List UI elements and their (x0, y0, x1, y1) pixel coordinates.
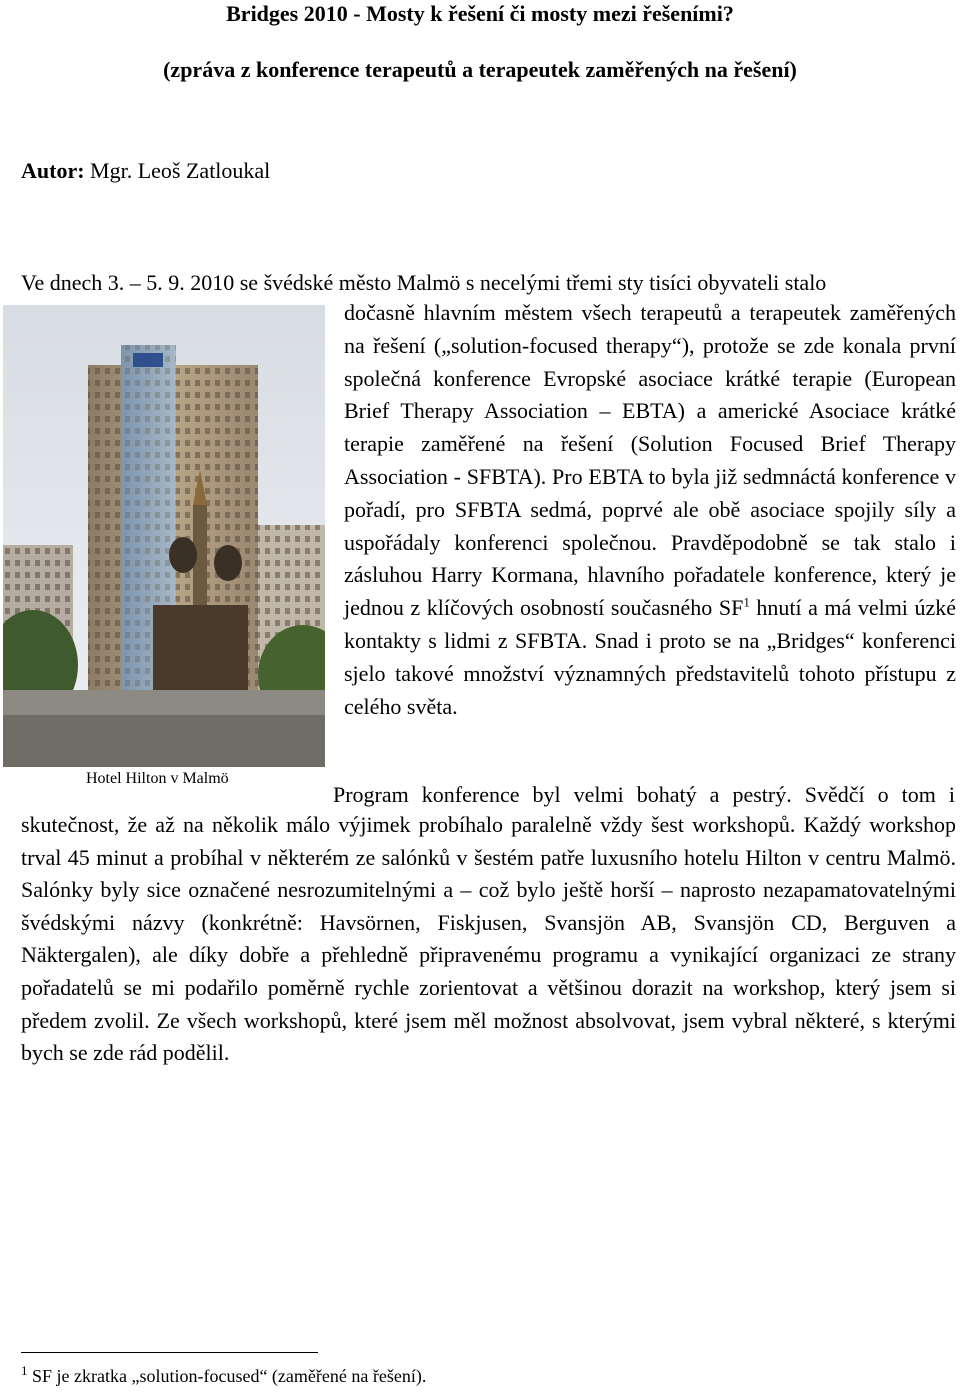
paragraph-2-first-line: Program konference byl velmi bohatý a pestrý. Svědčí o tom i (333, 782, 955, 807)
author-line (21, 158, 270, 184)
paragraph-1-text-a: dočasně hlavním městem všech terapeutů a terapeutek zaměřených na řešení („solution-focused therapy“), protože se zde konala první společná konference Evropské asociace krátké terapie (European Brief Therapy Association – EBTA) a americké Asociace krátké terapie zaměřené na řešení (Solution Focused Brief Therapy Association - SFBTA). Pro EBTA to byla již sedmnáctá konference v pořadí, pro SFBTA sedmá, poprvé ale obě asociace spojily síly a uspořádaly konferenci společnou. Pravděpodobně se tak stalo i zásluhou Harry Kormana, hlavního pořadatele konference, který je jednou z klíčových osobností současného SF (344, 300, 956, 621)
footnote-number: 1 (21, 1363, 28, 1378)
author-label: Autor: (21, 158, 85, 183)
footnote-text: SF je zkratka „solution-focused“ (zaměřené na řešení). (27, 1366, 427, 1386)
footnote (21, 1365, 426, 1387)
paragraph-1-first-line: Ve dnech 3. – 5. 9. 2010 se švédské město Malmö s necelými třemi sty tisíci obyvateli stalo (21, 270, 827, 295)
author-name: Mgr. Leoš Zatloukal (90, 158, 271, 183)
paragraph-1-body (344, 297, 956, 723)
footnote-ref: 1 (743, 594, 750, 610)
document-subtitle: (zpráva z konference terapeutů a terapeutek zaměřených na řešení) (163, 57, 797, 82)
photo-caption: Hotel Hilton v Malmö (86, 770, 229, 787)
paragraph-1-text-b: hnutí a má velmi úzké kontakty s lidmi z SFBTA. Snad i proto se na „Bridges“ konferenci sjelo takové množství významných představitelů tohoto přístupu z celého světa. (344, 595, 956, 719)
hotel-photo (3, 305, 325, 767)
paragraph-2-body: skutečnost, že až na několik málo výjimek probíhalo paralelně vždy šest workshopů. Každý workshop trval 45 minut a probíhal v některém ze salónků v šestém patře luxusního hotelu Hilton v centru Malmö. Salónky byly sice označené nesrozumitelnými a – což bylo ještě horší – naprosto nezapamatovatelnými švédskými názvy (konkrétně: Havsörnen, Fiskjusen, Svansjön AB, Svansjön CD, Berguven a Näktergalen), ale díky dobře a přehledně připravenému programu a vynikající organizaci ze strany pořadatelů se mi podařilo poměrně rychle zorientovat a většinou dorazit na workshop, který jsem si předem zvolil. Ze všech workshopů, které jsem měl možnost absolvovat, jsem vybral některé, s kterými bych se zde rád podělil. (21, 812, 956, 1066)
footnote-rule (21, 1352, 318, 1353)
document-title: Bridges 2010 - Mosty k řešení či mosty mezi řešeními? (226, 1, 734, 26)
